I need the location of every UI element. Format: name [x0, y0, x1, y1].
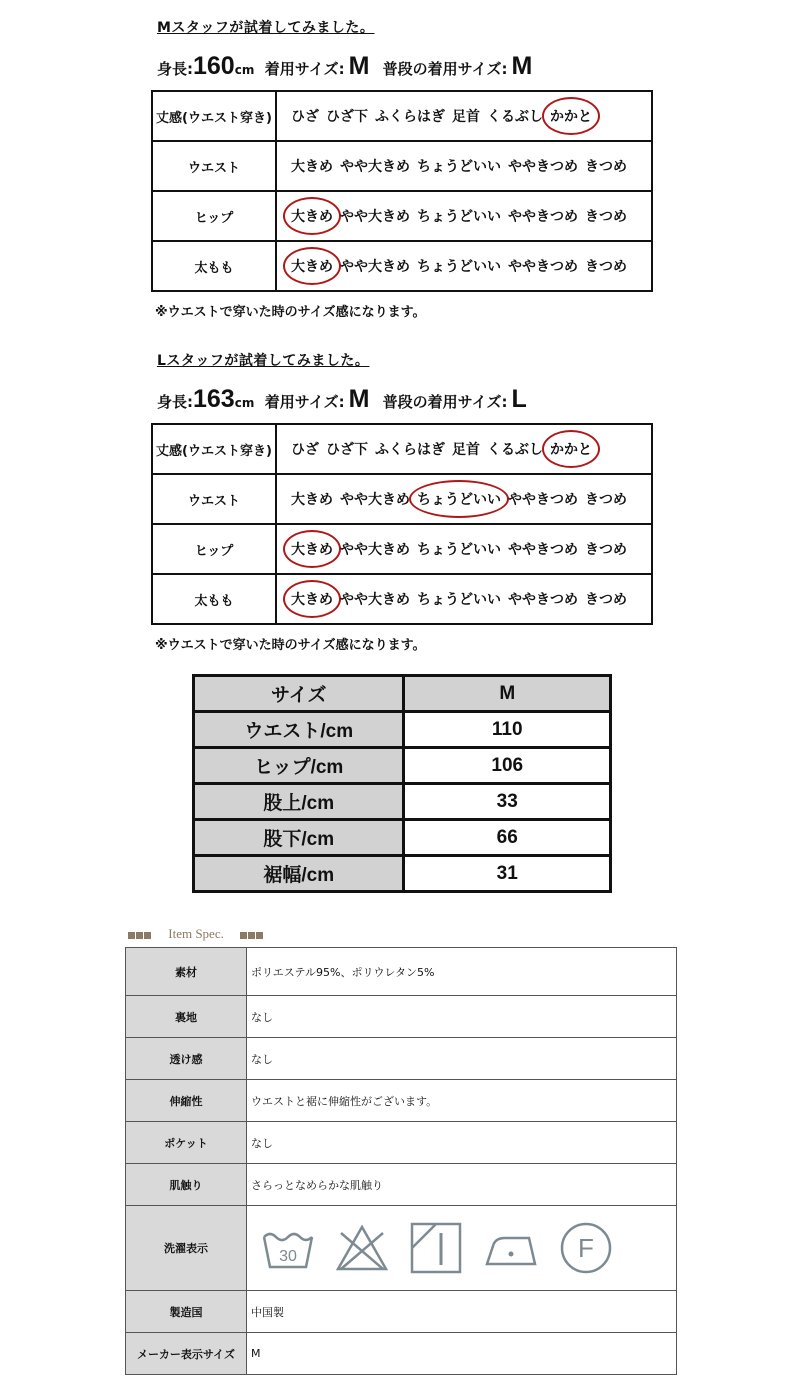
height-value: 160 — [193, 52, 235, 80]
fit-option: ちょうどいい — [417, 542, 501, 558]
dry-clean-f-icon — [559, 1221, 613, 1275]
size-row-label: 裾幅/cm — [194, 856, 404, 892]
fit-row-label: ウエスト — [152, 141, 276, 191]
wear-size-value: M — [348, 52, 370, 80]
size-row-value: 33 — [404, 784, 611, 820]
fit-option: やや大きめ — [340, 542, 410, 558]
fit-option: ややきつめ — [508, 259, 578, 275]
fit-option-selected: かかと — [550, 106, 592, 126]
fit-option: やや大きめ — [340, 592, 410, 608]
size-row-label: 股下/cm — [194, 820, 404, 856]
fit-row-label: 丈感(ウエスト穿き) — [152, 91, 276, 141]
spec-row — [126, 1080, 677, 1122]
fit-row-label: ヒップ — [152, 191, 276, 241]
fit-row-label: ヒップ — [152, 524, 276, 574]
fit-option: ふくらはぎ — [375, 442, 445, 458]
fit-option: ややきつめ — [508, 209, 578, 225]
spec-value: なし — [247, 1122, 677, 1164]
fit-option: きつめ — [585, 259, 627, 275]
fit-option: ちょうどいい — [417, 592, 501, 608]
fit-option: きつめ — [585, 542, 627, 558]
fit-option: ふくらはぎ — [375, 109, 445, 125]
staff-l-title: Lスタッフが試着してみました。 — [157, 353, 370, 369]
fit-option: やや大きめ — [340, 159, 410, 175]
fit-note-m: ※ウエストで穿いた時のサイズ感になります。 — [155, 305, 426, 320]
care-icons — [247, 1206, 677, 1291]
fit-options — [276, 241, 652, 291]
fit-row — [152, 424, 652, 474]
spec-key: 透け感 — [126, 1038, 247, 1080]
size-row — [194, 820, 611, 856]
spec-row — [126, 1333, 677, 1375]
height-label: 身長: — [157, 393, 193, 411]
fit-option: ひざ下 — [326, 109, 368, 125]
staff-m-meta — [157, 52, 540, 81]
item-spec-heading — [128, 926, 264, 942]
staff-l-meta — [157, 385, 535, 414]
fit-option: くるぶし — [487, 109, 543, 125]
fit-option: ややきつめ — [508, 492, 578, 508]
spec-row — [126, 1122, 677, 1164]
spec-value: ポリエステル95%、ポリウレタン5% — [247, 948, 677, 996]
spec-key: 裏地 — [126, 996, 247, 1038]
fit-options — [276, 141, 652, 191]
height-label: 身長: — [157, 60, 193, 78]
spec-value: なし — [247, 996, 677, 1038]
usual-size-label: 普段の着用サイズ: — [382, 60, 508, 78]
fit-options — [276, 91, 652, 141]
fit-option-selected: ちょうどいい — [417, 489, 501, 509]
wash-30-icon — [261, 1223, 315, 1273]
item-spec-table — [125, 947, 677, 1375]
height-value: 163 — [193, 385, 235, 413]
svg-text:F: F — [578, 1233, 594, 1263]
height-unit: cm — [234, 63, 255, 77]
fit-option: やや大きめ — [340, 492, 410, 508]
height-unit: cm — [234, 396, 255, 410]
usual-size-value: L — [511, 385, 527, 413]
fit-note-l: ※ウエストで穿いた時のサイズ感になります。 — [155, 638, 426, 653]
size-row-label: 股上/cm — [194, 784, 404, 820]
spec-value: なし — [247, 1038, 677, 1080]
spec-key: 洗濯表示 — [126, 1206, 247, 1291]
fit-option: ひざ — [291, 109, 319, 125]
fit-option: ややきつめ — [508, 592, 578, 608]
fit-row — [152, 574, 652, 624]
fit-option: ややきつめ — [508, 542, 578, 558]
fit-option: やや大きめ — [340, 259, 410, 275]
fit-options — [276, 574, 652, 624]
fit-option-selected: かかと — [550, 439, 592, 459]
size-table — [192, 674, 612, 893]
size-row — [194, 856, 611, 892]
fit-row — [152, 91, 652, 141]
wear-size-label: 着用サイズ: — [264, 393, 345, 411]
fit-row-label: 太もも — [152, 574, 276, 624]
spec-key: メーカー表示サイズ — [126, 1333, 247, 1375]
fit-option: きつめ — [585, 592, 627, 608]
fit-options — [276, 474, 652, 524]
spec-value: ウエストと裾に伸縮性がございます。 — [247, 1080, 677, 1122]
size-row-label: ヒップ/cm — [194, 748, 404, 784]
fit-option: きつめ — [585, 159, 627, 175]
spec-key: 製造国 — [126, 1291, 247, 1333]
fit-option: ちょうどいい — [417, 259, 501, 275]
fit-option-selected: 大きめ — [291, 589, 333, 609]
fit-option: ちょうどいい — [417, 209, 501, 225]
fit-row — [152, 141, 652, 191]
fit-option: きつめ — [585, 492, 627, 508]
spec-row — [126, 1206, 677, 1291]
spec-row — [126, 996, 677, 1038]
size-row-value: 31 — [404, 856, 611, 892]
spec-row — [126, 1164, 677, 1206]
spec-row — [126, 1291, 677, 1333]
fit-row-label: ウエスト — [152, 474, 276, 524]
spec-key: 素材 — [126, 948, 247, 996]
size-row — [194, 784, 611, 820]
svg-text:30: 30 — [279, 1248, 297, 1265]
size-row-value: 110 — [404, 712, 611, 748]
wear-size-value: M — [348, 385, 370, 413]
usual-size-value: M — [511, 52, 533, 80]
fit-option-selected: 大きめ — [291, 206, 333, 226]
spec-key: 伸縮性 — [126, 1080, 247, 1122]
fit-option: 大きめ — [291, 159, 333, 175]
size-row — [194, 748, 611, 784]
spec-row — [126, 1038, 677, 1080]
fit-row-label: 太もも — [152, 241, 276, 291]
spec-key: ポケット — [126, 1122, 247, 1164]
fit-table-m — [151, 90, 653, 292]
fit-option: 足首 — [452, 109, 480, 125]
staff-m-title: Mスタッフが試着してみました。 — [157, 20, 375, 36]
size-row-value: 66 — [404, 820, 611, 856]
size-row-label: ウエスト/cm — [194, 712, 404, 748]
iron-low-icon — [483, 1226, 539, 1270]
usual-size-label: 普段の着用サイズ: — [382, 393, 508, 411]
square-icon — [240, 926, 264, 941]
item-spec-title: Item Spec. — [168, 926, 224, 941]
fit-table-l — [151, 423, 653, 625]
fit-option: ちょうどいい — [417, 159, 501, 175]
wear-size-label: 着用サイズ: — [264, 60, 345, 78]
fit-option: ひざ下 — [326, 442, 368, 458]
spec-value: 中国製 — [247, 1291, 677, 1333]
square-icon — [128, 926, 152, 941]
size-header-value: M — [404, 676, 611, 712]
fit-row — [152, 524, 652, 574]
fit-option-selected: 大きめ — [291, 256, 333, 276]
spec-value: M — [247, 1333, 677, 1375]
fit-option: 大きめ — [291, 492, 333, 508]
size-row — [194, 712, 611, 748]
fit-row — [152, 474, 652, 524]
fit-options — [276, 524, 652, 574]
fit-row — [152, 191, 652, 241]
fit-option: きつめ — [585, 209, 627, 225]
fit-option: ひざ — [291, 442, 319, 458]
line-dry-shade-icon — [409, 1221, 463, 1275]
fit-option-selected: 大きめ — [291, 539, 333, 559]
size-header-label: サイズ — [194, 676, 404, 712]
fit-option: くるぶし — [487, 442, 543, 458]
spec-row — [126, 948, 677, 996]
fit-row — [152, 241, 652, 291]
size-table-header — [194, 676, 611, 712]
fit-option: やや大きめ — [340, 209, 410, 225]
fit-option: 足首 — [452, 442, 480, 458]
no-bleach-icon — [335, 1223, 389, 1273]
fit-options — [276, 424, 652, 474]
spec-key: 肌触り — [126, 1164, 247, 1206]
fit-option: ややきつめ — [508, 159, 578, 175]
spec-value: さらっとなめらかな肌触り — [247, 1164, 677, 1206]
fit-row-label: 丈感(ウエスト穿き) — [152, 424, 276, 474]
fit-options — [276, 191, 652, 241]
size-row-value: 106 — [404, 748, 611, 784]
